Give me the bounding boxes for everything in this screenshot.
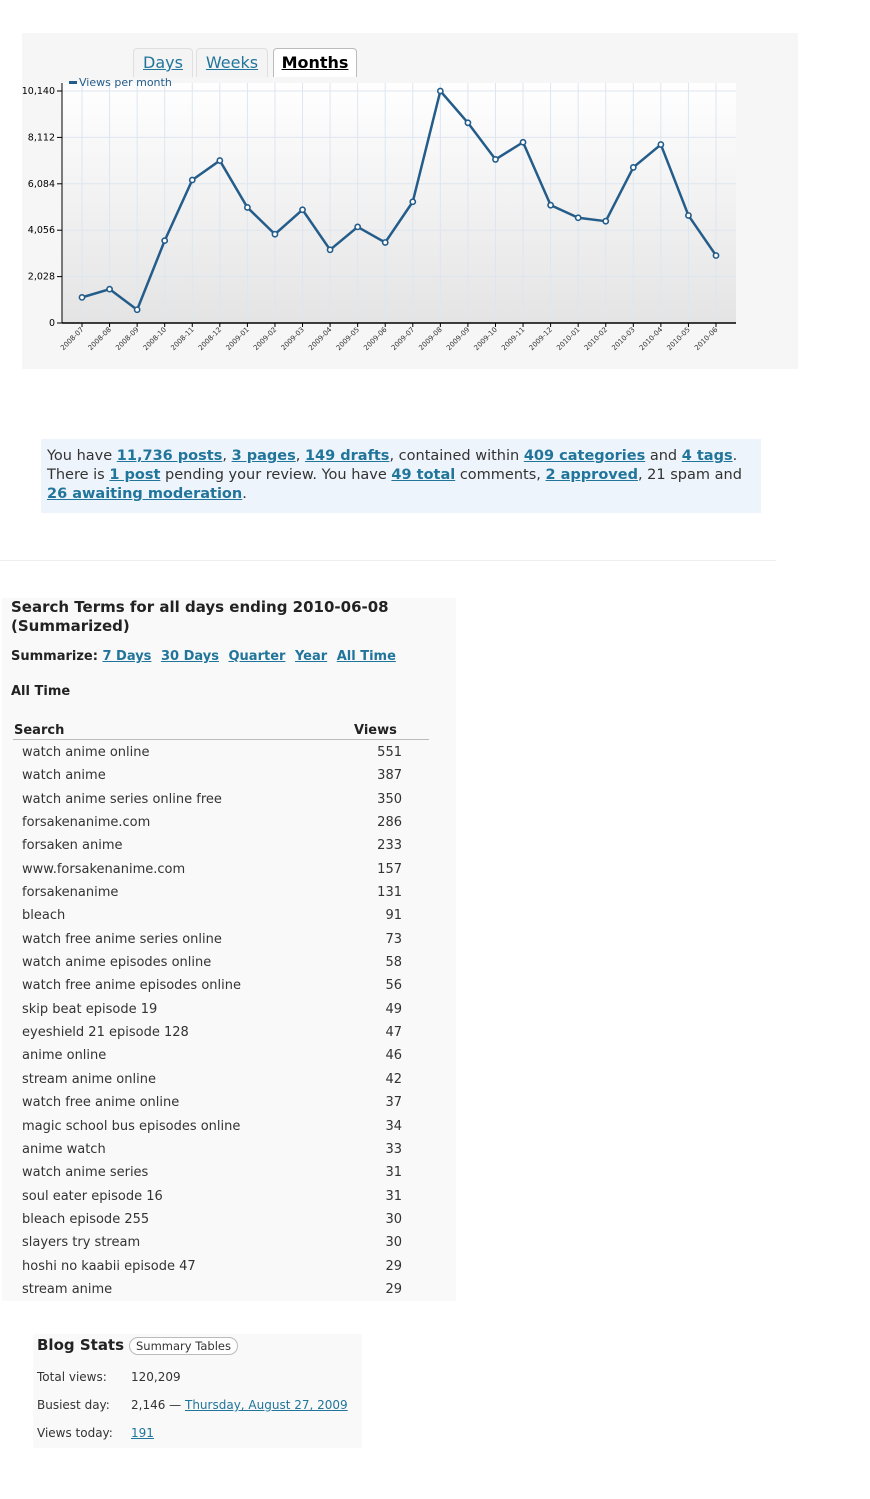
search-views: 286 [377, 815, 402, 831]
x-tick-label: 2010-04 [637, 325, 665, 353]
search-term: slayers try stream [22, 1235, 141, 1251]
search-views: 157 [377, 861, 402, 877]
views-chart-panel [22, 33, 798, 369]
search-term: watch free anime series online [22, 931, 222, 947]
table-row [22, 884, 412, 907]
x-tick-label: 2009-08 [417, 325, 444, 353]
search-term: anime online [22, 1048, 107, 1064]
table-row [22, 814, 412, 837]
column-header-search: Search [14, 723, 65, 738]
search-term: watch free anime episodes online [22, 978, 241, 994]
data-point [107, 287, 112, 292]
data-point [272, 232, 277, 237]
table-row [22, 744, 412, 767]
table-row [22, 1258, 412, 1281]
search-term: magic school bus episodes online [22, 1118, 241, 1134]
search-views: 551 [377, 745, 402, 760]
x-tick-label: 2009-10 [472, 325, 499, 353]
x-tick-label: 2008-11 [169, 325, 196, 353]
search-views: 233 [377, 838, 402, 854]
search-terms-panel [2, 598, 456, 1301]
data-point [465, 120, 470, 125]
search-views: 42 [385, 1071, 402, 1087]
x-tick-label: 2010-03 [610, 325, 637, 353]
search-views: 33 [385, 1141, 402, 1157]
summary-text: pending your review. You have [160, 467, 392, 483]
approved-comments-link[interactable]: 2 approved [545, 467, 638, 483]
data-point [300, 207, 305, 212]
drafts-link[interactable]: 149 drafts [304, 448, 390, 464]
table-row [22, 907, 412, 930]
x-tick-label: 2009-11 [500, 325, 527, 353]
x-tick-label: 2008-09 [114, 325, 141, 353]
table-row [22, 1071, 412, 1094]
period-7-days-link[interactable]: 7 Days [102, 649, 152, 664]
x-tick-label: 2009-05 [334, 325, 362, 353]
data-point [327, 247, 332, 252]
data-point [190, 177, 195, 182]
table-row [22, 1047, 412, 1070]
content-summary [41, 439, 761, 513]
search-views: 31 [385, 1188, 402, 1204]
y-tick-label: 10,140 [22, 86, 55, 97]
table-row [22, 1211, 412, 1234]
plot-area [62, 83, 736, 323]
data-point [576, 215, 581, 220]
data-point [631, 165, 636, 170]
search-views: 30 [385, 1211, 402, 1227]
search-views: 91 [385, 908, 402, 924]
search-term: soul eater episode 16 [22, 1188, 163, 1204]
pending-post-link[interactable]: 1 post [109, 467, 161, 483]
x-tick-label: 2009-04 [307, 325, 334, 353]
busiest-day-count: 2,146 — [131, 1398, 182, 1412]
data-point [713, 253, 718, 258]
section-heading: All Time [11, 684, 71, 699]
total-views-label: Total views: [37, 1370, 107, 1384]
table-row [22, 861, 412, 884]
search-views: 29 [385, 1281, 402, 1297]
summary-text: and [645, 448, 682, 464]
search-term: forsakenanime.com [22, 815, 151, 831]
x-tick-label: 2010-01 [555, 325, 582, 353]
search-terms-title: Search Terms for all days ending 2010-06-08 (Summarized) [11, 598, 389, 635]
table-row [22, 1234, 412, 1257]
data-point [79, 295, 84, 300]
search-term: forsakenanime [22, 885, 119, 901]
y-tick-label: 2,028 [27, 271, 55, 283]
period-30-days-link[interactable]: 30 Days [160, 649, 219, 664]
data-point [548, 203, 553, 208]
x-tick-label: 2009-12 [527, 325, 555, 353]
x-tick-label: 2010-05 [665, 325, 692, 353]
total-comments-link[interactable]: 49 total [391, 467, 456, 483]
search-views: 47 [385, 1025, 402, 1041]
search-views: 37 [385, 1095, 402, 1111]
data-point [162, 238, 167, 243]
summarize-label: Summarize: [11, 649, 98, 664]
table-header [13, 723, 429, 740]
x-tick-label: 2008-08 [86, 325, 113, 353]
blog-stats-box [33, 1334, 362, 1448]
search-term: bleach [22, 908, 66, 924]
summary-text: , contained within [389, 448, 524, 464]
search-views: 58 [385, 955, 402, 971]
search-term: bleach episode 255 [22, 1211, 150, 1227]
summary-text: , [222, 448, 232, 464]
x-tick-label: 2010-02 [582, 325, 610, 353]
x-tick-label: 2009-07 [389, 325, 417, 353]
search-views: 56 [385, 978, 402, 994]
search-term: watch anime episodes online [22, 955, 212, 971]
y-tick-label: 6,084 [27, 178, 55, 190]
summary-text: . [242, 486, 247, 502]
search-term: watch anime [22, 768, 106, 784]
busiest-day-value [131, 1398, 348, 1412]
busiest-day-date-link[interactable]: Thursday, August 27, 2009 [185, 1398, 348, 1412]
period-quarter-link[interactable]: Quarter [228, 649, 286, 664]
views-line-chart [22, 33, 798, 369]
data-point [603, 219, 608, 224]
data-point [686, 213, 691, 218]
column-header-views: Views [354, 723, 397, 738]
summary-text: . There is [47, 448, 738, 483]
table-row [22, 1118, 412, 1141]
tags-link[interactable]: 4 tags [681, 448, 733, 464]
period-all-time-link[interactable]: All Time [336, 649, 396, 664]
tab-months[interactable]: Months [273, 48, 357, 77]
summary-tables-button[interactable]: Summary Tables [129, 1337, 238, 1355]
table-row [22, 1024, 412, 1047]
data-point [135, 307, 140, 312]
views-today-label: Views today: [37, 1426, 113, 1440]
summary-text: , 21 spam and [637, 467, 742, 483]
table-row [22, 767, 412, 790]
search-term: stream anime [22, 1281, 113, 1297]
tab-days[interactable]: Days [133, 48, 193, 77]
table-row [22, 1001, 412, 1024]
data-point [245, 205, 250, 210]
legend-label: Views per month [79, 76, 172, 89]
search-term: stream anime online [22, 1071, 156, 1087]
awaiting-moderation-link[interactable]: 26 awaiting moderation [47, 486, 243, 502]
x-tick-label: 2008-10 [141, 325, 169, 353]
x-tick-label: 2009-03 [279, 325, 306, 353]
x-tick-label: 2010-06 [693, 325, 720, 353]
search-term: www.forsakenanime.com [22, 861, 186, 877]
table-row [22, 837, 412, 860]
y-tick-label: 4,056 [27, 225, 55, 237]
x-tick-label: 2009-01 [224, 325, 251, 353]
section-divider [0, 560, 776, 561]
table-row [22, 977, 412, 1000]
data-point [658, 142, 663, 147]
x-tick-label: 2009-06 [362, 325, 389, 353]
search-terms-table [22, 744, 412, 1304]
table-row [22, 1281, 412, 1304]
search-views: 29 [385, 1258, 402, 1274]
y-tick-label: 8,112 [27, 132, 55, 144]
search-views: 46 [385, 1048, 402, 1064]
y-tick-label: 0 [48, 318, 55, 329]
search-term: anime watch [22, 1141, 106, 1157]
x-tick-label: 2009-09 [444, 325, 472, 353]
categories-link[interactable]: 409 categories [523, 448, 646, 464]
legend-swatch [69, 81, 77, 84]
data-point [438, 88, 443, 93]
search-term: skip beat episode 19 [22, 1001, 158, 1017]
x-tick-label: 2008-07 [59, 325, 86, 353]
table-row [22, 954, 412, 977]
search-term: eyeshield 21 episode 128 [22, 1025, 189, 1041]
table-row [22, 1094, 412, 1117]
x-tick-label: 2008-12 [196, 325, 224, 353]
x-tick-label: 2009-02 [252, 325, 279, 353]
search-views: 350 [377, 791, 402, 807]
search-views: 31 [385, 1165, 402, 1181]
summarize-bar [11, 649, 401, 664]
total-views-value: 120,209 [131, 1370, 181, 1384]
busiest-day-label: Busiest day: [37, 1398, 110, 1412]
tab-weeks[interactable]: Weeks [196, 48, 268, 77]
summary-text: You have [47, 448, 117, 464]
table-row [22, 1164, 412, 1187]
blog-stats-title: Blog Stats [37, 1336, 125, 1354]
search-views: 131 [377, 885, 402, 901]
search-views: 34 [385, 1118, 402, 1134]
data-point [383, 240, 388, 245]
search-views: 387 [377, 768, 402, 784]
pages-link[interactable]: 3 pages [231, 448, 296, 464]
table-row [22, 1188, 412, 1211]
summary-text: comments, [455, 467, 546, 483]
table-row [22, 931, 412, 954]
data-point [520, 140, 525, 145]
search-term: watch anime series [22, 1165, 149, 1181]
search-term: watch anime online [22, 745, 150, 760]
table-row [22, 1141, 412, 1164]
search-views: 73 [385, 931, 402, 947]
summary-text: , [295, 448, 305, 464]
table-row [22, 791, 412, 814]
data-point [217, 158, 222, 163]
posts-link[interactable]: 11,736 posts [116, 448, 223, 464]
search-views: 30 [385, 1235, 402, 1251]
search-term: watch anime series online free [22, 791, 222, 807]
period-year-link[interactable]: Year [294, 649, 328, 664]
search-term: hoshi no kaabii episode 47 [22, 1258, 196, 1274]
search-term: forsaken anime [22, 838, 123, 854]
data-point [355, 224, 360, 229]
search-views: 49 [385, 1001, 402, 1017]
search-term: watch free anime online [22, 1095, 180, 1111]
data-point [493, 157, 498, 162]
data-point [410, 199, 415, 204]
views-today-link[interactable]: 191 [131, 1426, 154, 1440]
